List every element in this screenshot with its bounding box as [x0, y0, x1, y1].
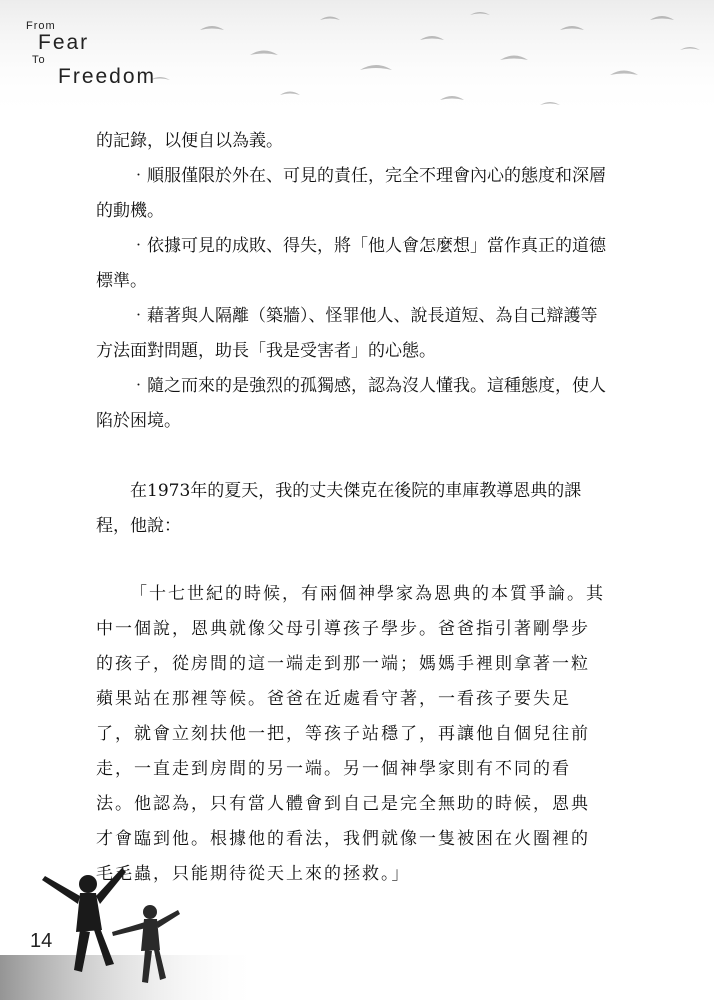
body-paragraph: 在1973年的夏天，我的丈夫傑克在後院的車庫教導恩典的課程，他說： — [96, 481, 582, 536]
series-title-fear: Fear — [38, 31, 90, 54]
bullet-paragraph: ‧順服僅限於外在、可見的責任，完全不理會內心的態度和深層的動機。 — [96, 166, 606, 221]
block-quote: 「十七世紀的時候，有兩個神學家為恩典的本質爭論。其中一個說，恩典就像父母引導孩子學步。爸爸指引著剛學步的孩子，從房間的這一端走到那一端；媽媽手裡則拿著一粒蘋果站在那裡等候。爸爸在近處看守著，一看孩子要失足了，就會立刻扶他一把，等孩子站穩了，再讓他自個兒往前走，一直走到房間的另一端。另一個神學家則有不同的看法。他認為，只有當人體會到自己是完全無助的時候，恩典才會臨到他。根據他的看法，我們就像一隻被困在火圈裡的毛毛蟲，只能期待從天上來的拯救。」 — [96, 584, 605, 884]
paragraph-gap — [96, 439, 606, 474]
series-title-from: From — [26, 20, 56, 32]
bullet-paragraph: ‧藉著與人隔離（築牆）、怪罪他人、說長道短、為自己辯護等方法面對問題，助長「我是受害者」的心態。 — [96, 306, 598, 361]
series-title-to: To — [32, 54, 46, 66]
bullet-paragraph: ‧依據可見的成敗、得失，將「他人會怎麼想」當作真正的道德標準。 — [96, 236, 606, 291]
series-title-freedom: Freedom — [58, 65, 157, 88]
paragraph-continuation: 的記錄，以便自以為義。 — [96, 131, 283, 151]
bullet-paragraph: ‧隨之而來的是強烈的孤獨感，認為沒人懂我。這種態度，使人陷於困境。 — [96, 376, 606, 431]
series-title — [26, 20, 156, 88]
page-number: 14 — [30, 930, 53, 952]
body-text — [96, 124, 606, 544]
